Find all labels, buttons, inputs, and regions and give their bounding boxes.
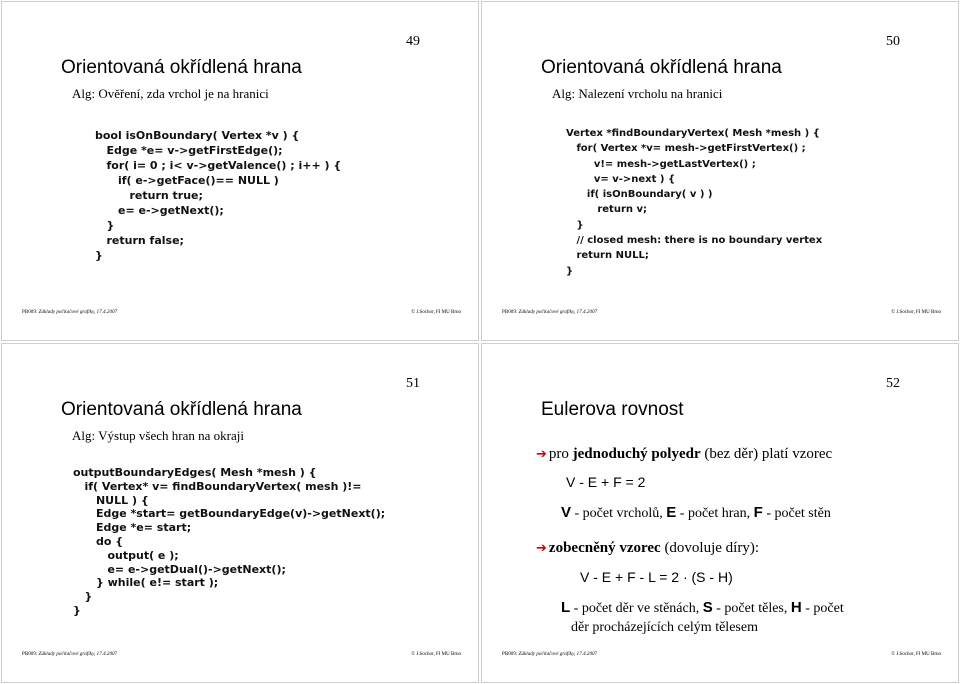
footer-author: © J.Sochor, FI MU Brno [411,310,461,315]
arrow-right-icon: ➔ [536,541,547,556]
arrow-right-icon: ➔ [536,447,547,462]
slide-number: 49 [406,34,420,49]
slide-number: 51 [406,376,420,391]
slide-title: Eulerova rovnost [541,399,684,420]
formula-legend: V - počet vrcholů, E - počet hran, F - počet stěn [561,504,831,521]
code-listing: bool isOnBoundary( Vertex *v ) { Edge *e= v->getFirstEdge(); for( i= 0 ; i< v->getValence() ; i++ ) { if( e->getFace()== NULL ) return true; e= e->getNext(); } return false; } [95,129,342,262]
code-listing: outputBoundaryEdges( Mesh *mesh ) { if( Vertex* v= findBoundaryVertex( mesh )!= NULL ) { Edge *start= getBoundaryEdge(v)->getNext(); Edge *e= start; do { output( e ); e= e->getDual()->getNext(); } while( e!= start ); } } [73,466,386,617]
footer-author: © J.Sochor, FI MU Brno [891,310,941,315]
code-listing: Vertex *findBoundaryVertex( Mesh *mesh ) { for( Vertex *v= mesh->getFirstVertex() ; v!= mesh->getLastVertex() ; v= v->next ) { if( isOnBoundary( v ) ) return v; } // closed mesh: there is no boundary vertex return NULL; } [566,128,823,277]
slide-52 [481,343,959,683]
slide-subtitle: Alg: Ověření, zda vrchol je na hranici [72,86,269,101]
slide-title: Orientovaná okřídlená hrana [541,57,782,78]
slide-subtitle: Alg: Nalezení vrcholu na hranici [552,86,723,101]
footer-course: PB009: Základy počítačové grafiky, 17.4.2007 [22,652,118,657]
slide-number: 52 [886,376,900,391]
slide-subtitle: Alg: Výstup všech hran na okraji [72,428,244,443]
footer-course: PB009: Základy počítačové grafiky, 17.4.2007 [22,310,118,315]
footer-author: © J.Sochor, FI MU Brno [411,652,461,657]
euler-formula: V - E + F = 2 [566,474,646,490]
slide-51 [1,343,479,683]
slide-title: Orientovaná okřídlená hrana [61,399,302,420]
footer-author: © J.Sochor, FI MU Brno [891,652,941,657]
bullet-simple-polyhedron: ➔ pro jednoduchý polyedr (bez děr) platí vzorec [536,446,833,462]
bullet-generalized-formula: ➔ zobecněný vzorec (dovoluje díry): [536,540,760,556]
slide-50 [481,1,959,341]
slide-49 [1,1,479,341]
footer-course: PB009: Základy počítačové grafiky, 17.4.2007 [502,652,598,657]
slide-title: Orientovaná okřídlená hrana [61,57,302,78]
generalized-formula-legend: L - počet děr ve stěnách, S - počet těles, H - počet děr procházejících celým tělesem [561,599,844,635]
generalized-euler-formula: V - E + F - L = 2 · (S - H) [580,569,733,585]
footer-course: PB009: Základy počítačové grafiky, 17.4.2007 [502,310,598,315]
slide-number: 50 [886,34,900,49]
